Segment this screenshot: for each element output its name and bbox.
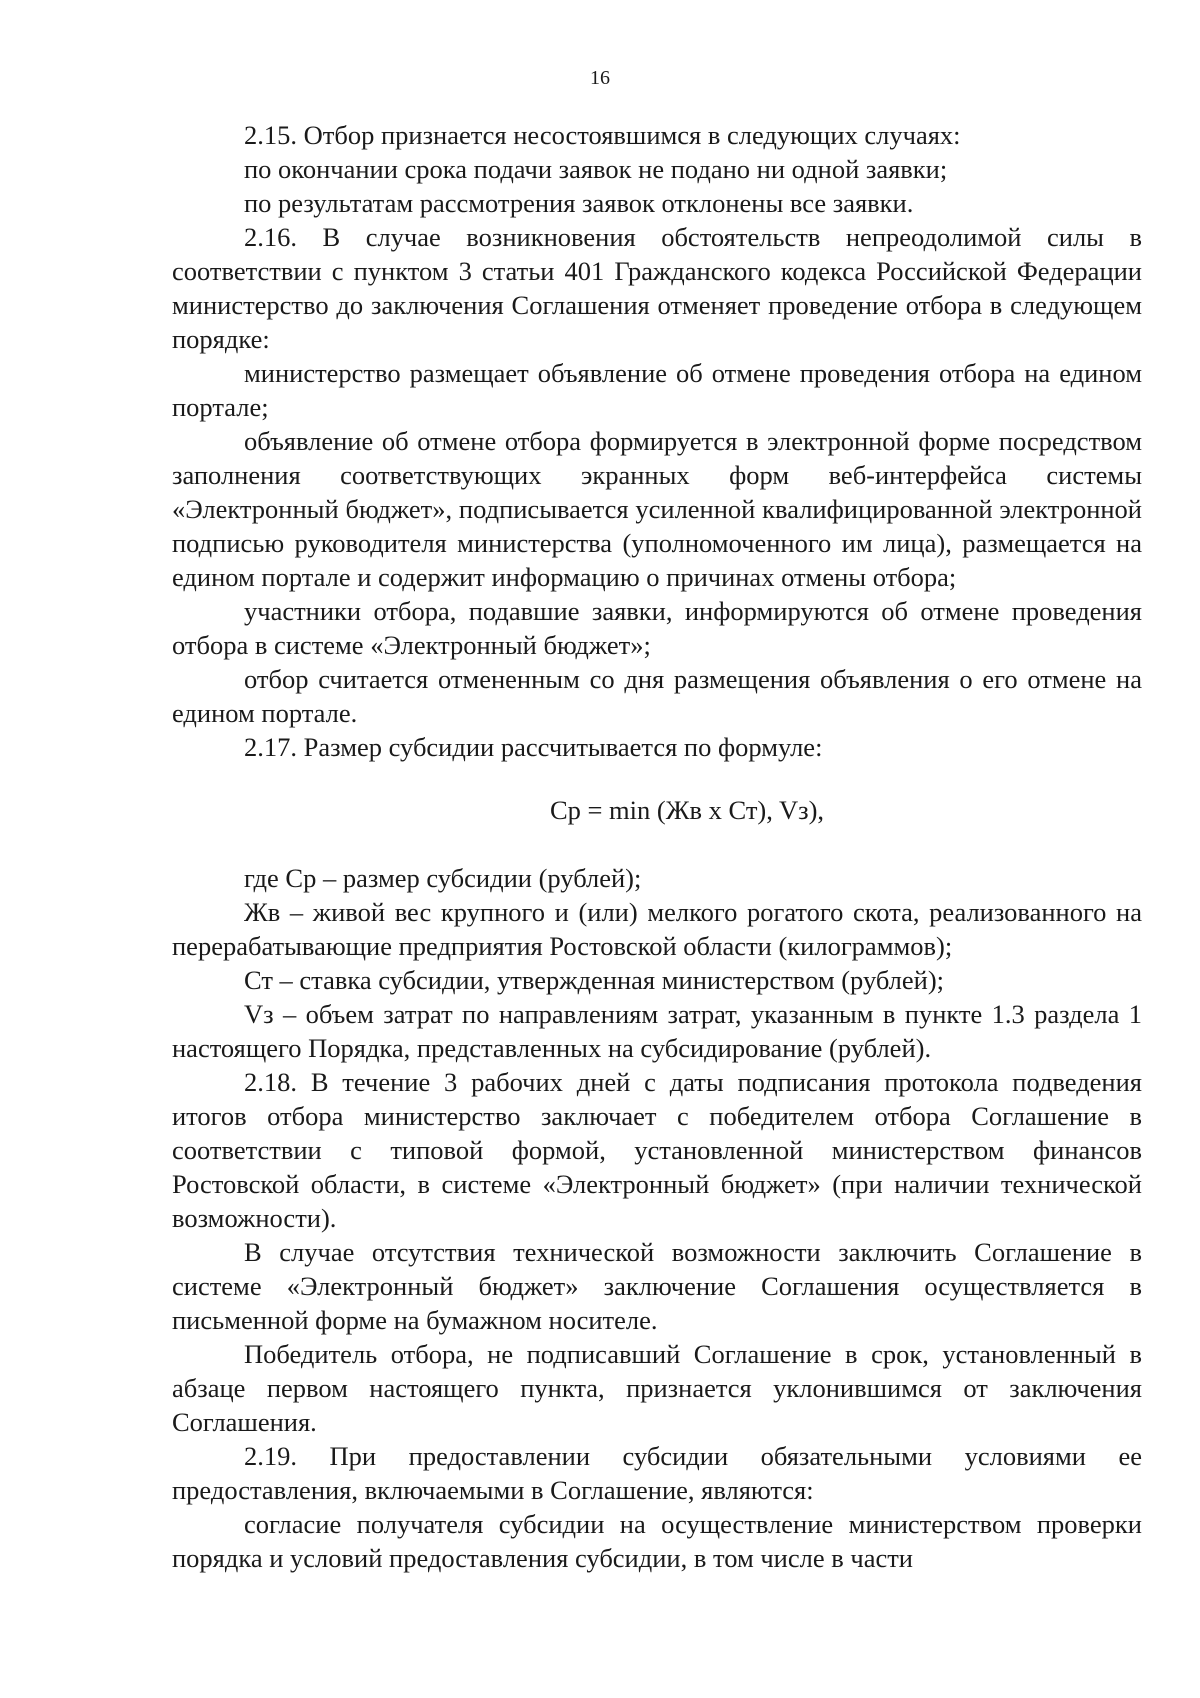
paragraph-2-15: 2.15. Отбор признается несостоявшимся в следующих случаях:	[244, 120, 961, 150]
paragraph-paper-agreement: В случае отсутствия технической возможности заключить Соглашение в системе «Электронный бюджет» заключение Соглашения осуществляется в письменной форме на бумажном носителе.	[172, 1237, 1142, 1335]
paragraph-recipient-consent: согласие получателя субсидии на осуществление министерством проверки порядка и условий предоставления субсидии, в том числе в части	[172, 1509, 1142, 1573]
definition-cp: где Ср – размер субсидии (рублей);	[244, 863, 642, 893]
paragraph-2-16: 2.16. В случае возникновения обстоятельств непреодолимой силы в соответствии с пунктом 3 статьи 401 Гражданского кодекса Российской Федерации министерство до заключения Соглашения отменяет проведение отбора в следующем порядке:	[172, 222, 1142, 354]
paragraph-2-19: 2.19. При предоставлении субсидии обязательными условиями ее предоставления, включаемыми в Соглашение, являются:	[172, 1441, 1142, 1505]
paragraph-ministry-posts-notice: министерство размещает объявление об отмене проведения отбора на едином портале;	[172, 358, 1142, 422]
definition-vz: Vз – объем затрат по направлениям затрат, указанным в пункте 1.3 раздела 1 настоящего Порядка, представленных на субсидирование (рублей).	[172, 999, 1142, 1063]
paragraph-notice-formed: объявление об отмене отбора формируется в электронной форме посредством заполнения соответствующих экранных форм веб-интерфейса системы «Электронный бюджет», подписывается усиленной квалифицированной электронной подписью руководителя министерства (уполномоченного им лица), размещается на едином портале и содержит информацию о причинах отмены отбора;	[172, 426, 1142, 592]
paragraph-participants-informed: участники отбора, подавшие заявки, информируются об отмене проведения отбора в системе «Электронный бюджет»;	[172, 596, 1142, 660]
paragraph-2-18: 2.18. В течение 3 рабочих дней с даты подписания протокола подведения итогов отбора министерство заключает с победителем отбора Соглашение в соответствии с типовой формой, установленной министерством финансов Ростовской области, в системе «Электронный бюджет» (при наличии технической возможности).	[172, 1067, 1142, 1233]
document-body	[172, 118, 1142, 1575]
paragraph-selection-cancelled: отбор считается отмененным со дня размещения объявления о его отмене на едином портале.	[172, 664, 1142, 728]
paragraph-all-rejected: по результатам рассмотрения заявок отклонены все заявки.	[244, 188, 914, 218]
definition-zhv: Жв – живой вес крупного и (или) мелкого рогатого скота, реализованного на перерабатывающие предприятия Ростовской области (килограммов);	[172, 897, 1142, 961]
paragraph-no-applications: по окончании срока подачи заявок не подано ни одной заявки;	[244, 154, 948, 184]
definition-st: Ст – ставка субсидии, утвержденная министерством (рублей);	[244, 965, 945, 995]
page-number: 16	[590, 67, 610, 89]
paragraph-2-17: 2.17. Размер субсидии рассчитывается по формуле:	[244, 732, 823, 762]
paragraph-winner-evaded: Победитель отбора, не подписавший Соглашение в срок, установленный в абзаце первом настоящего пункта, признается уклонившимся от заключения Соглашения.	[172, 1339, 1142, 1437]
subsidy-formula: Ср = min (Жв x Ст), Vз),	[549, 795, 825, 825]
